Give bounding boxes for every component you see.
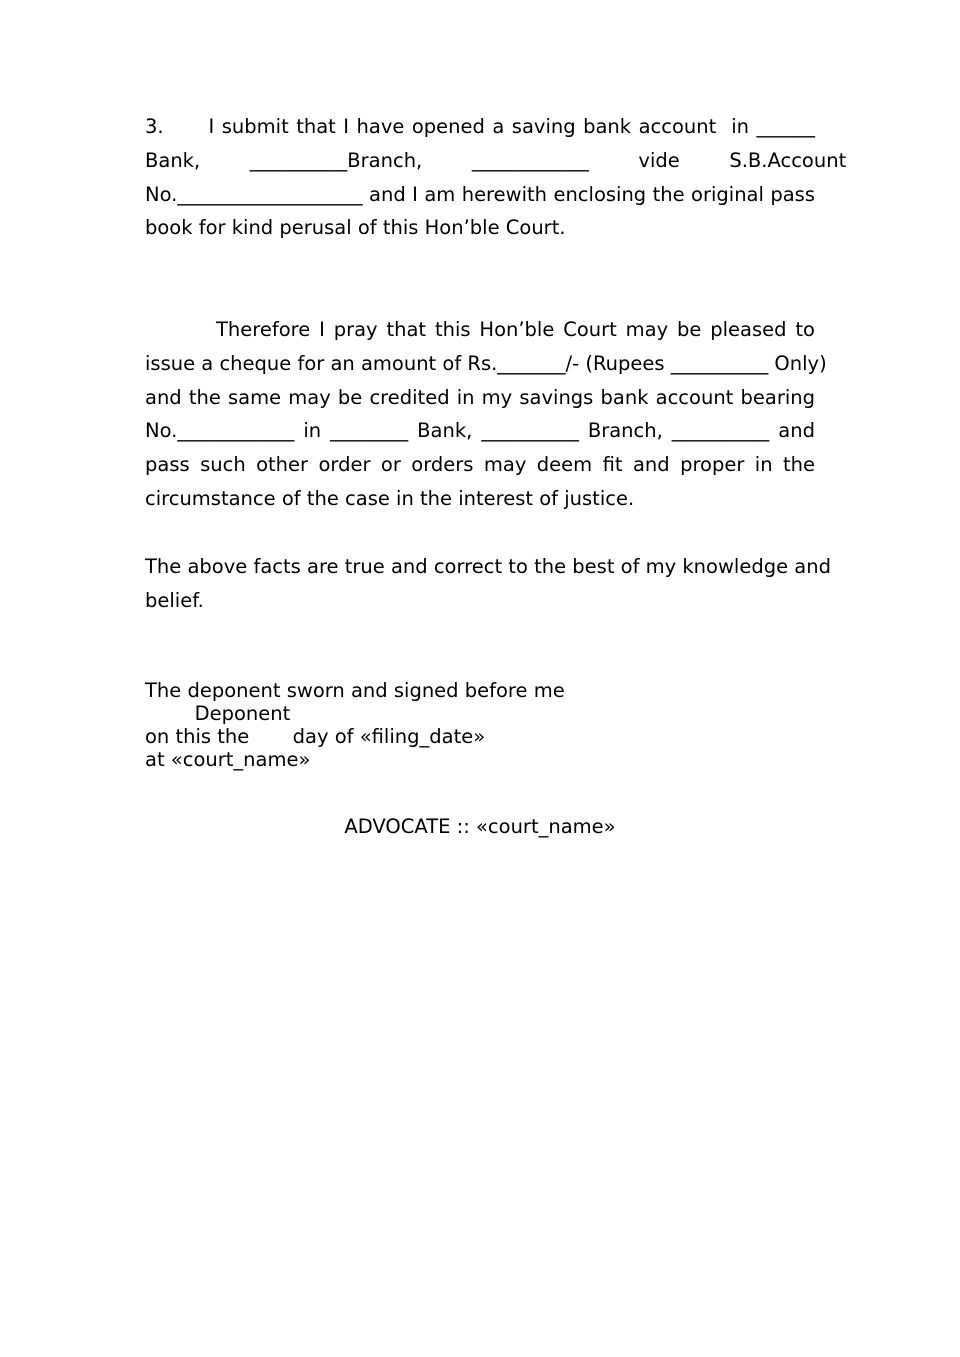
paragraph-line: Bank, __________Branch, ____________ vide S.B.Account	[145, 149, 847, 172]
attestation-sworn-line: The deponent sworn and signed before me	[145, 679, 565, 702]
paragraph-line: issue a cheque for an amount of Rs._______/- (Rupees __________ Only)	[145, 352, 827, 375]
paragraph-line: No.____________ in ________ Bank, __________ Branch, __________ and	[145, 419, 815, 442]
paragraph-line: 3. I submit that I have opened a saving bank account in ______	[145, 115, 815, 138]
paragraph-line: book for kind perusal of this Hon’ble Court.	[145, 216, 566, 239]
attestation-date-line: on this the day of «filing_date»	[145, 725, 486, 748]
paragraph-line: circumstance of the case in the interest of justice.	[145, 487, 635, 510]
paragraph-line: No.___________________ and I am herewith enclosing the original pass	[145, 183, 815, 206]
paragraph-line: Therefore I pray that this Hon’ble Court may be pleased to	[145, 318, 815, 341]
advocate-signature-line: ADVOCATE :: «court_name»	[344, 815, 616, 838]
paragraph-line: and the same may be credited in my savings bank account bearing	[145, 386, 815, 409]
attestation-place-line: at «court_name»	[145, 748, 311, 771]
paragraph-line: pass such other order or orders may deem fit and proper in the	[145, 453, 815, 476]
paragraph-line: belief.	[145, 589, 204, 612]
deponent-label: Deponent	[145, 702, 291, 725]
paragraph-line: The above facts are true and correct to the best of my knowledge and	[145, 555, 831, 578]
